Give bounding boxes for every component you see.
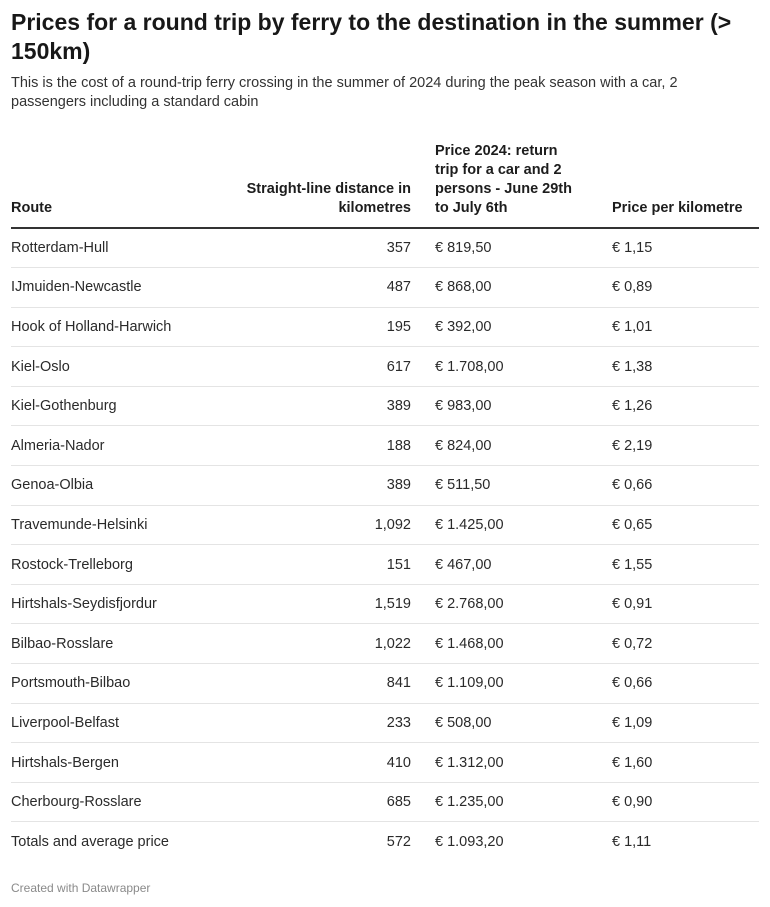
cell-distance: 410 <box>211 743 411 783</box>
table-row <box>11 584 759 624</box>
table-row <box>11 466 759 506</box>
cell-price: € 1.708,00 <box>411 347 588 387</box>
cell-route: Kiel-Oslo <box>11 347 211 387</box>
cell-distance: 195 <box>211 307 411 347</box>
cell-price: € 1.312,00 <box>411 743 588 783</box>
table-header-row <box>11 139 759 228</box>
cell-price: € 824,00 <box>411 426 588 466</box>
cell-price: € 1.425,00 <box>411 505 588 545</box>
cell-distance: 389 <box>211 386 411 426</box>
cell-price: € 467,00 <box>411 545 588 585</box>
cell-price: € 2.768,00 <box>411 584 588 624</box>
cell-distance: 685 <box>211 782 411 822</box>
cell-price: € 819,50 <box>411 228 588 268</box>
cell-price-per-km: € 1,09 <box>588 703 759 743</box>
cell-route: Hirtshals-Bergen <box>11 743 211 783</box>
cell-price-per-km: € 1,11 <box>612 833 652 850</box>
cell-distance: 233 <box>211 703 411 743</box>
cell-route: IJmuiden-Newcastle <box>11 268 211 308</box>
cell-price-per-km: € 0,90 <box>588 782 759 822</box>
cell-price: € 1.235,00 <box>411 782 588 822</box>
cell-distance: 1,022 <box>211 624 411 664</box>
cell-distance: 188 <box>211 426 411 466</box>
column-header-price[interactable]: Price 2024: return trip for a car and 2 persons - June 29th to July 6th <box>411 139 588 228</box>
cell-price: € 1.109,00 <box>411 664 588 704</box>
cell-route: Kiel-Gothenburg <box>11 386 211 426</box>
cell-price: € 983,00 <box>411 386 588 426</box>
cell-price: € 392,00 <box>411 307 588 347</box>
cell-route: Travemunde-Helsinki <box>11 505 211 545</box>
cell-route: Portsmouth-Bilbao <box>11 664 211 704</box>
cell-price-per-km: € 0,66 <box>588 466 759 506</box>
cell-price-per-km: € 1,60 <box>588 743 759 783</box>
cell-route: Almeria-Nador <box>11 426 211 466</box>
cell-route: Rostock-Trelleborg <box>11 545 211 585</box>
table-body <box>11 228 759 862</box>
cell-distance: 151 <box>211 545 411 585</box>
table-row <box>11 664 759 704</box>
cell-price-per-km: € 1,38 <box>588 347 759 387</box>
cell-distance: 617 <box>211 347 411 387</box>
table-row <box>11 228 759 268</box>
footer-credit: Created with Datawrapper <box>11 881 151 895</box>
cell-distance: 389 <box>211 466 411 506</box>
column-header-price-per-km[interactable]: Price per kilometre <box>588 139 759 228</box>
cell-route: Hirtshals-Seydisfjordur <box>11 584 211 624</box>
table-row <box>11 426 759 466</box>
cell-distance: 1,092 <box>211 505 411 545</box>
column-header-distance[interactable]: Straight-line distance in kilometres <box>211 139 411 228</box>
cell-distance: 841 <box>211 664 411 704</box>
cell-route: Totals and average price <box>11 833 169 850</box>
cell-price: € 511,50 <box>411 466 588 506</box>
cell-distance: 357 <box>211 228 411 268</box>
cell-price-per-km: € 0,66 <box>588 664 759 704</box>
table-row <box>11 545 759 585</box>
cell-price-per-km: € 1,01 <box>588 307 759 347</box>
table-row <box>11 743 759 783</box>
chart-title: Prices for a round trip by ferry to the destination in the summer (> 150km) <box>11 9 732 64</box>
cell-price: € 1.468,00 <box>411 624 588 664</box>
cell-price-per-km: € 0,72 <box>588 624 759 664</box>
cell-route: Liverpool-Belfast <box>11 703 211 743</box>
cell-route: Rotterdam-Hull <box>11 228 211 268</box>
cell-price-per-km: € 1,26 <box>588 386 759 426</box>
cell-route: Bilbao-Rosslare <box>11 624 211 664</box>
cell-price-per-km: € 0,91 <box>588 584 759 624</box>
cell-route: Genoa-Olbia <box>11 466 211 506</box>
chart-subtitle: This is the cost of a round-trip ferry crossing in the summer of 2024 during the peak season with a car, 2 passengers including a standard cabin <box>11 75 678 110</box>
table-row <box>11 307 759 347</box>
cell-price-per-km: € 2,19 <box>588 426 759 466</box>
table-row <box>11 268 759 308</box>
table-row <box>11 624 759 664</box>
cell-price-per-km: € 0,65 <box>588 505 759 545</box>
cell-route: Cherbourg-Rosslare <box>11 782 211 822</box>
table-row <box>11 822 759 862</box>
column-header-route[interactable]: Route <box>11 139 211 228</box>
cell-distance: 572 <box>386 833 411 850</box>
table-row <box>11 782 759 822</box>
cell-price-per-km: € 1,55 <box>588 545 759 585</box>
cell-distance: 487 <box>211 268 411 308</box>
cell-price: € 868,00 <box>411 268 588 308</box>
cell-route: Hook of Holland-Harwich <box>11 307 211 347</box>
cell-price-per-km: € 1,15 <box>588 228 759 268</box>
cell-price: € 508,00 <box>411 703 588 743</box>
table-row <box>11 505 759 545</box>
ferry-price-table <box>11 139 759 862</box>
table-row <box>11 347 759 387</box>
table-row <box>11 386 759 426</box>
table-row <box>11 703 759 743</box>
cell-price: € 1.093,20 <box>435 833 504 850</box>
cell-distance: 1,519 <box>211 584 411 624</box>
cell-price-per-km: € 0,89 <box>588 268 759 308</box>
